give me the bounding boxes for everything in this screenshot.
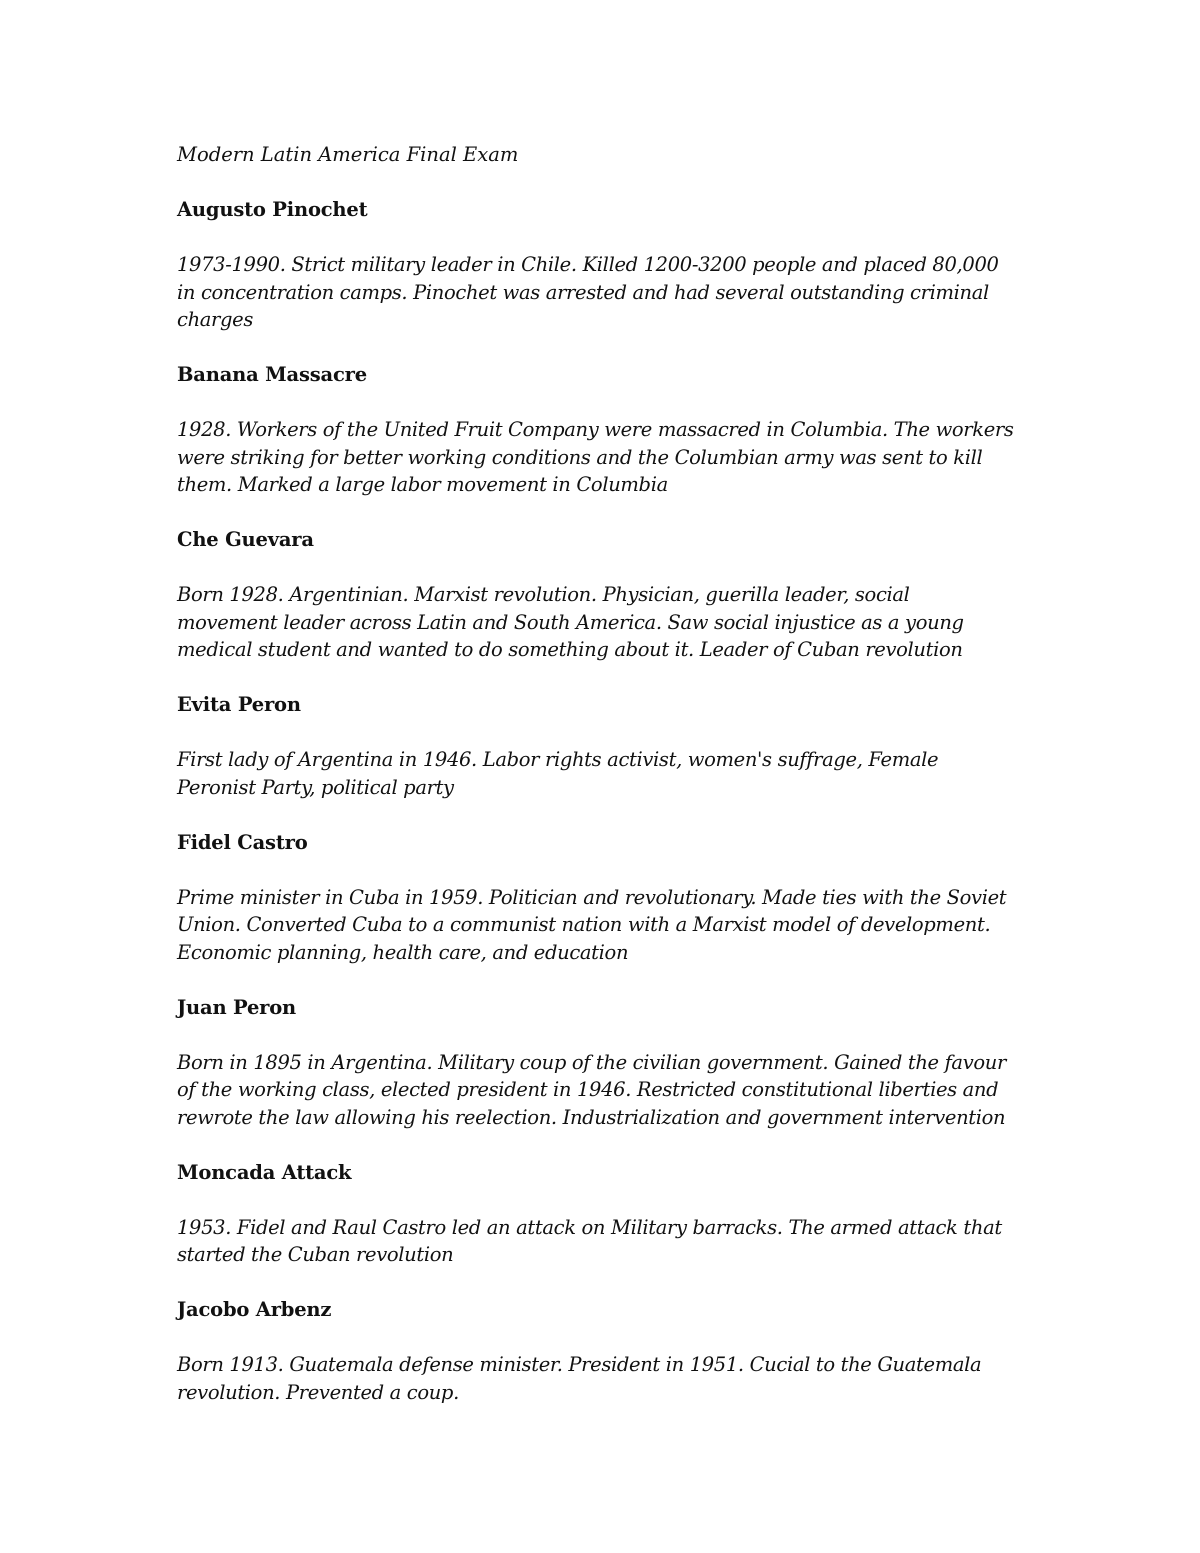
entry-evita-peron [177,691,1037,801]
entry-heading: Evita Peron [177,693,301,716]
description-line: revolution. Prevented a coup. [177,1380,459,1404]
entry-jacobo-arbenz [177,1296,1037,1406]
entry-heading: Juan Peron [177,995,297,1019]
description-line: charges [177,308,254,331]
description-line: rewrote the law allowing his reelection. Industrialization and government intervention [177,1105,1006,1129]
entry-heading: Che Guevara [177,528,314,551]
entry-juan-peron [177,994,1037,1132]
description-line: them. Marked a large labor movement in Columbia [177,473,668,496]
entry-description [177,1351,1037,1406]
description-line: First lady of Argentina in 1946. Labor rights activist, women's suffrage, Female [177,748,939,771]
description-line: 1953. Fidel and Raul Castro led an attack on Military barracks. The armed attack that [177,1215,1002,1239]
description-line: Prime minister in Cuba in 1959. Politician and revolutionary. Made ties with the Soviet [177,885,1007,909]
description-line: Union. Converted Cuba to a communist nation with a Marxist model of development. [177,913,991,936]
entry-heading: Augusto Pinochet [177,198,368,221]
description-line: Peronist Party, political party [177,775,454,799]
entry-heading: Jacobo Arbenz [177,1298,332,1321]
description-line: movement leader across Latin and South America. Saw social injustice as a young [177,610,964,634]
description-line: started the Cuban revolution [177,1243,454,1266]
description-line: of the working class, elected president in 1946. Restricted constitutional liberties and [177,1078,999,1101]
entry-heading: Moncada Attack [177,1160,352,1184]
entry-description [177,581,1037,664]
entry-description [177,1214,1037,1269]
entry-description [177,746,1037,801]
description-line: Born 1928. Argentinian. Marxist revolution. Physician, guerilla leader, social [177,583,910,606]
entry-description [177,884,1037,967]
entry-moncada-attack [177,1159,1037,1269]
entry-che-guevara [177,526,1037,664]
description-line: 1928. Workers of the United Fruit Company were massacred in Columbia. The workers [177,418,1014,441]
description-line: Born in 1895 in Argentina. Military coup of the civilian government. Gained the favour [177,1050,1006,1074]
entry-description [177,251,1037,334]
description-line: in concentration camps. Pinochet was arrested and had several outstanding criminal [177,280,989,304]
description-line: were striking for better working conditions and the Columbian army was sent to kill [177,445,983,469]
description-line: Economic planning, health care, and education [177,940,629,964]
document-title: Modern Latin America Final Exam [177,143,519,166]
entry-description [177,1049,1037,1132]
description-line: medical student and wanted to do something about it. Leader of Cuban revolution [177,638,963,661]
entry-augusto-pinochet [177,196,1037,334]
entry-heading: Fidel Castro [177,830,308,854]
entry-banana-massacre [177,361,1037,499]
description-line: 1973-1990. Strict military leader in Chile. Killed 1200-3200 people and placed 80,000 [177,253,999,276]
entry-heading: Banana Massacre [177,363,367,386]
description-line: Born 1913. Guatemala defense minister. President in 1951. Cucial to the Guatemala [177,1353,982,1376]
document-content [177,141,1037,1434]
entry-fidel-castro [177,829,1037,967]
entry-description [177,416,1037,499]
